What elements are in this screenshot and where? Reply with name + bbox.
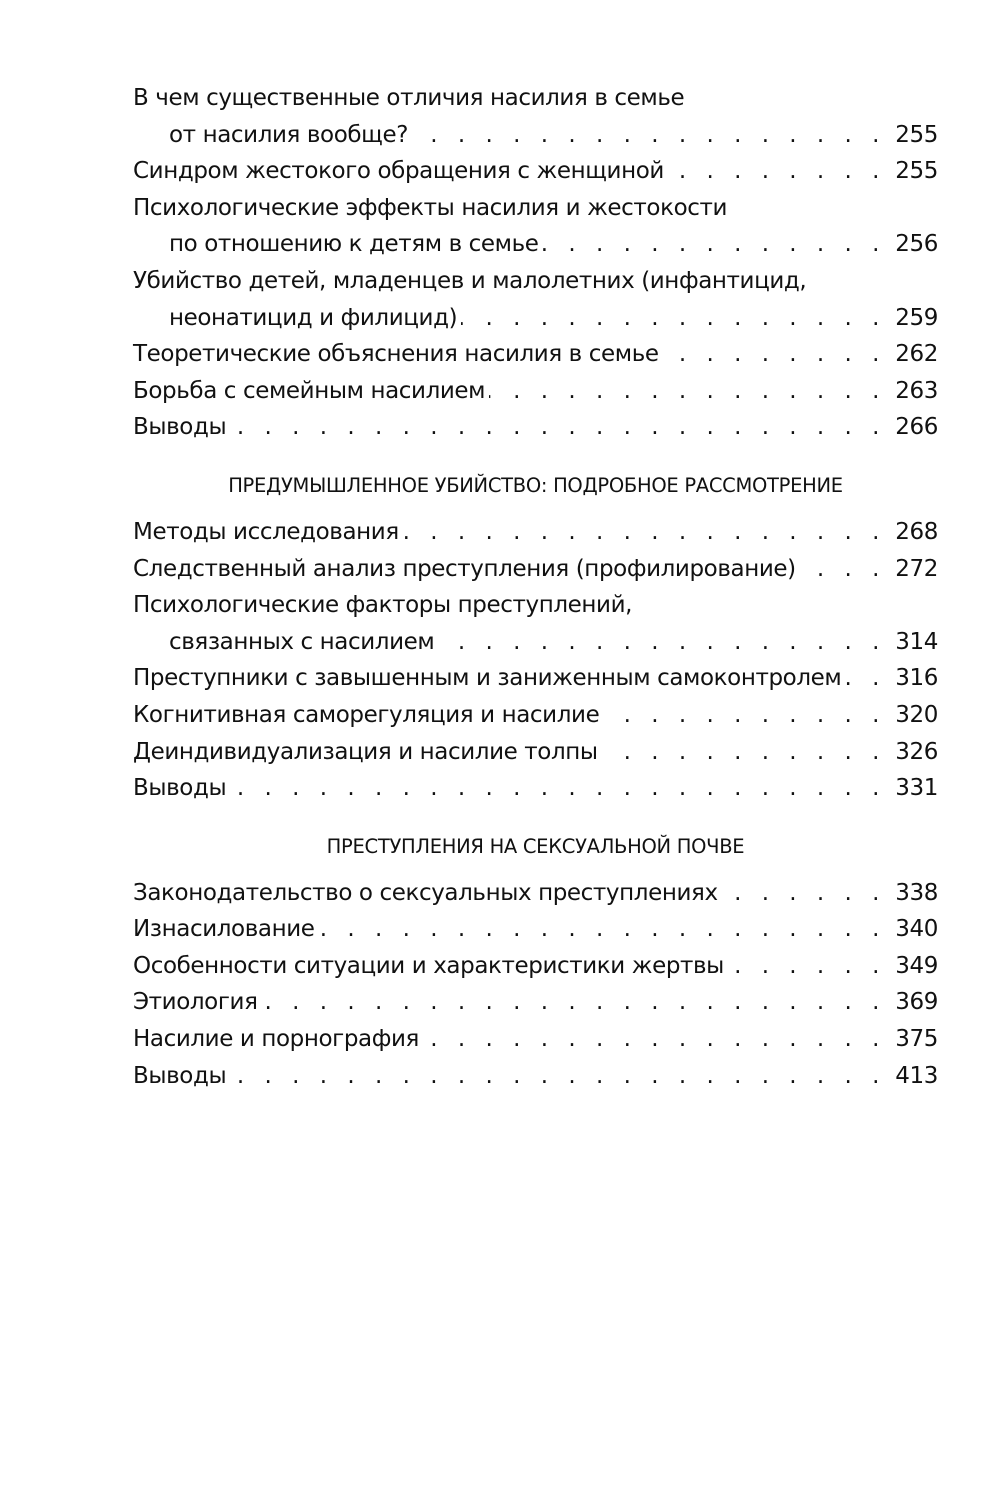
section-title: ПРЕСТУПЛЕНИЯ НА СЕКСУАЛЬНОЙ ПОЧВЕ	[326, 834, 745, 858]
page-number: 338	[895, 879, 938, 906]
toc-entry[interactable]	[133, 336, 938, 373]
page-number: 320	[895, 701, 938, 728]
toc-entry[interactable]	[133, 153, 938, 190]
toc-entry-title: Борьба с семейным насилием	[133, 377, 486, 404]
toc-entry-line	[133, 1021, 938, 1058]
toc-entry[interactable]	[133, 80, 938, 153]
toc-entry-line	[133, 875, 938, 912]
toc-entry-title: Синдром жестокого обращения с женщиной	[133, 158, 664, 185]
toc-entry[interactable]	[133, 948, 938, 985]
dot-leader	[603, 697, 886, 734]
page-number: 413	[895, 1062, 938, 1089]
dot-leader	[423, 1021, 886, 1058]
toc-entry[interactable]	[133, 697, 938, 734]
toc-entry-line	[133, 226, 938, 263]
toc-entry-line	[133, 300, 938, 337]
dot-leader	[663, 336, 886, 373]
dot-leader	[403, 514, 886, 551]
toc-entry[interactable]	[133, 587, 938, 660]
toc-entry-title: Теоретические объяснения насилия в семье	[133, 341, 659, 368]
page-number: 255	[895, 158, 938, 185]
page-number: 349	[895, 952, 938, 979]
page-number: 340	[895, 916, 938, 943]
dot-leader	[262, 984, 886, 1021]
toc-entry-line	[133, 697, 938, 734]
toc-entry[interactable]	[133, 263, 938, 336]
page-number: 314	[895, 628, 938, 655]
toc-entry-line	[133, 373, 938, 410]
dot-leader	[489, 373, 886, 410]
toc-entry-title: по отношению к детям в семье	[169, 231, 539, 258]
page-number: 331	[895, 775, 938, 802]
toc-entry[interactable]	[133, 911, 938, 948]
toc-entry-line	[133, 190, 938, 227]
toc-entry[interactable]	[133, 1021, 938, 1058]
toc-entry-title: Психологические эффекты насилия и жестокости	[133, 194, 728, 221]
page-number: 326	[895, 738, 938, 765]
toc-entry-line	[133, 336, 938, 373]
toc-entry-line	[133, 263, 938, 300]
toc-entry-line	[133, 80, 938, 117]
toc-entry-line	[133, 1058, 938, 1095]
toc-entry-title: Законодательство о сексуальных преступлениях	[133, 879, 718, 906]
dot-leader	[543, 226, 886, 263]
toc-entry-line	[133, 551, 938, 588]
page-number: 272	[895, 555, 938, 582]
toc-entry-title: связанных с насилием	[169, 628, 435, 655]
toc-entry-line	[133, 409, 938, 446]
page-number: 268	[895, 518, 938, 545]
dot-leader	[230, 1058, 886, 1095]
toc-entry[interactable]	[133, 551, 938, 588]
toc-entry-line	[133, 514, 938, 551]
page-number: 256	[895, 231, 938, 258]
table-of-contents	[133, 80, 938, 1094]
toc-entry-title: Психологические факторы преступлений,	[133, 592, 633, 619]
page-number: 255	[895, 121, 938, 148]
dot-leader	[668, 153, 886, 190]
dot-leader	[800, 551, 886, 588]
toc-entry-title: неонатицид и филицид)	[169, 304, 458, 331]
toc-entry-title: Деиндивидуализация и насилие толпы	[133, 738, 598, 765]
page-number: 259	[895, 304, 938, 331]
page-number: 369	[895, 989, 938, 1016]
toc-entry-title: Особенности ситуации и характеристики жертвы	[133, 952, 724, 979]
toc-entry-title: Следственный анализ преступления (профилирование)	[133, 555, 796, 582]
toc-entry[interactable]	[133, 514, 938, 551]
toc-entry-title: Преступники с завышенным и заниженным самоконтролем	[133, 665, 842, 692]
dot-leader	[722, 875, 886, 912]
section-title: ПРЕДУМЫШЛЕННОЕ УБИЙСТВО: ПОДРОБНОЕ РАССМОТРЕНИЕ	[228, 473, 843, 497]
dot-leader	[412, 117, 886, 154]
toc-entry[interactable]	[133, 875, 938, 912]
page-number: 316	[895, 665, 938, 692]
toc-entry-title: В чем существенные отличия насилия в семье	[133, 85, 685, 111]
toc-entry-title: Выводы	[133, 775, 227, 802]
dot-leader	[319, 911, 886, 948]
page-number: 375	[895, 1026, 938, 1053]
page-number: 262	[895, 341, 938, 368]
toc-entry-title: Методы исследования	[133, 518, 399, 545]
toc-entry-title: Этиология	[133, 989, 258, 1016]
dot-leader	[230, 770, 886, 807]
toc-entry[interactable]	[133, 734, 938, 771]
toc-entry-title: Убийство детей, младенцев и малолетних (инфантицид,	[133, 267, 807, 294]
toc-entry[interactable]	[133, 984, 938, 1021]
dot-leader	[438, 624, 886, 661]
toc-entry[interactable]	[133, 770, 938, 807]
toc-entry-line	[133, 734, 938, 771]
dot-leader	[230, 409, 886, 446]
toc-entry-line	[133, 117, 938, 154]
dot-leader	[602, 734, 886, 771]
toc-entry-line	[133, 624, 938, 661]
toc-entry-title: Выводы	[133, 414, 227, 441]
toc-entry-line	[133, 770, 938, 807]
toc-entry-line	[133, 587, 938, 624]
toc-entry[interactable]	[133, 373, 938, 410]
toc-entry[interactable]	[133, 660, 938, 697]
dot-leader	[728, 948, 886, 985]
dot-leader	[461, 300, 886, 337]
page-number: 266	[895, 414, 938, 441]
toc-entry-line	[133, 660, 938, 697]
toc-entry[interactable]	[133, 190, 938, 263]
page-number: 263	[895, 377, 938, 404]
toc-entry-title: Изнасилование	[133, 916, 315, 943]
toc-entry-title: от насилия вообще?	[169, 121, 409, 148]
toc-entry-line	[133, 984, 938, 1021]
toc-entry-line	[133, 911, 938, 948]
toc-entry-line	[133, 948, 938, 985]
dot-leader	[845, 660, 886, 697]
toc-entry[interactable]	[133, 409, 938, 446]
toc-entry-title: Насилие и порнография	[133, 1026, 419, 1053]
toc-entry-title: Выводы	[133, 1062, 227, 1089]
toc-entry-line	[133, 153, 938, 190]
toc-entry[interactable]	[133, 1058, 938, 1095]
toc-entry-title: Когнитивная саморегуляция и насилие	[133, 701, 600, 728]
